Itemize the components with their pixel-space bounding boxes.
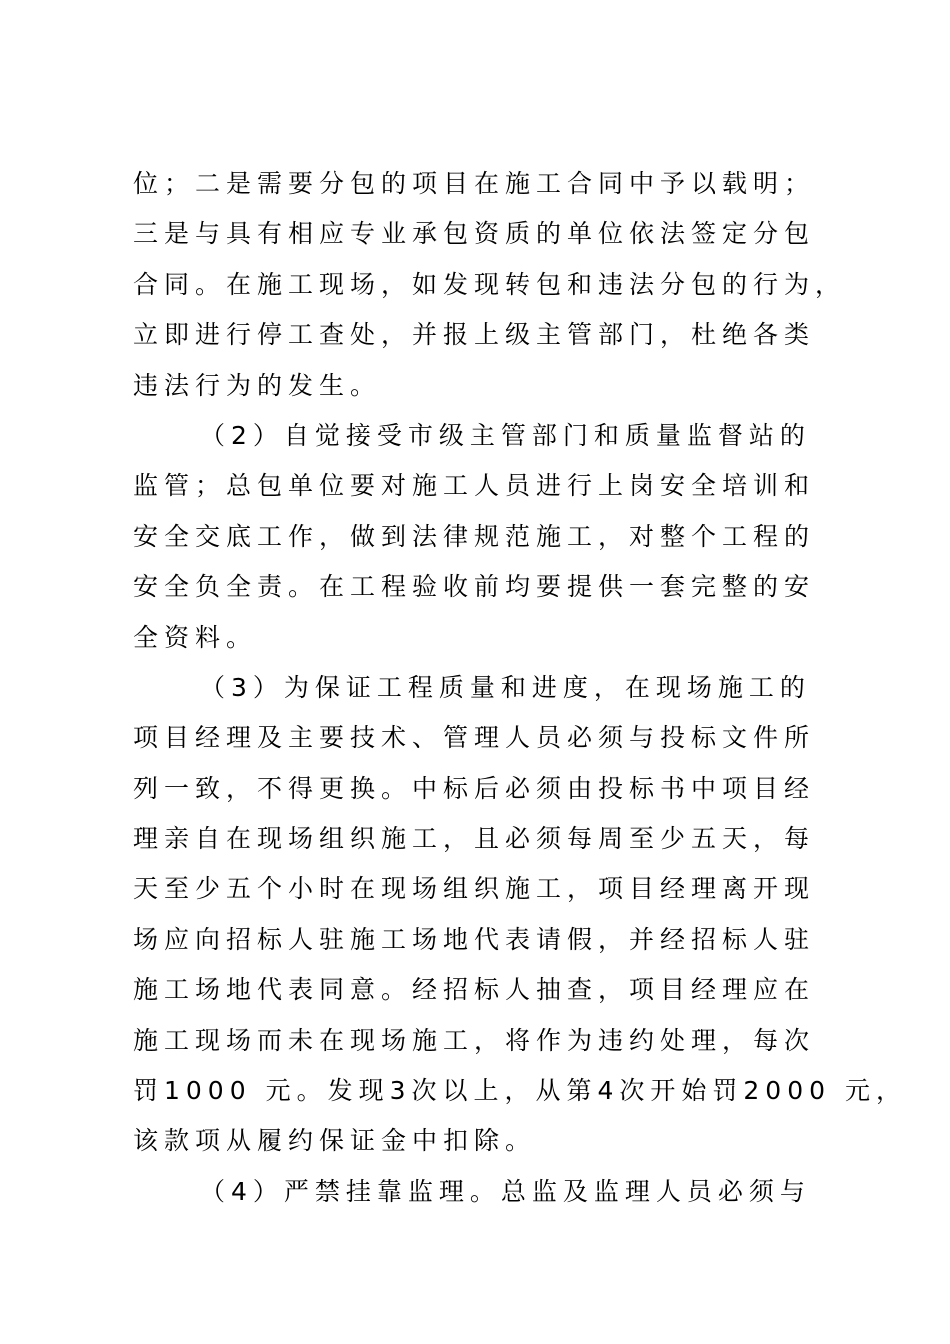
text-line: 列一致，不得更换。中标后必须由投标书中项目经 (133, 773, 816, 803)
text-line: 施工场地代表同意。经招标人抽查，项目经理应在 (133, 975, 816, 1005)
text-line: 天至少五个小时在现场组织施工，项目经理离开现 (133, 874, 816, 904)
body-text (133, 159, 907, 1217)
paragraph-3-first-line: （3）为保证工程质量和进度，在现场施工的 (200, 672, 811, 702)
text-line: 安全交底工作，做到法律规范施工，对整个工程的 (133, 521, 816, 551)
text-line: 立即进行停工查处，并报上级主管部门，杜绝各类 (133, 320, 816, 350)
text-line: 三是与具有相应专业承包资质的单位依法签定分包 (133, 219, 816, 249)
text-line: 理亲自在现场组织施工，且必须每周至少五天，每 (133, 824, 816, 854)
text-line: 合同。在施工现场，如发现转包和违法分包的行为， (133, 269, 847, 299)
text-line: 罚1000 元。发现3次以上，从第4次开始罚2000 元， (133, 1076, 907, 1106)
text-line: 场应向招标人驻施工场地代表请假，并经招标人驻 (133, 924, 816, 954)
paragraph-2-first-line: （2）自觉接受市级主管部门和质量监督站的 (200, 420, 811, 450)
paragraph-4-first-line: （4）严禁挂靠监理。总监及监理人员必须与 (200, 1176, 811, 1206)
text-line: 违法行为的发生。 (133, 370, 382, 400)
text-line: 项目经理及主要技术、管理人员必须与投标文件所 (133, 723, 816, 753)
text-line: 监管；总包单位要对施工人员进行上岗安全培训和 (133, 471, 816, 501)
text-line: 全资料。 (133, 622, 258, 652)
text-line: 施工现场而未在现场施工，将作为违约处理，每次 (133, 1025, 816, 1055)
text-line: 该款项从履约保证金中扣除。 (133, 1126, 537, 1156)
text-line: 位；二是需要分包的项目在施工合同中予以载明； (133, 169, 816, 198)
text-line: 安全负全责。在工程验收前均要提供一套完整的安 (133, 572, 816, 602)
